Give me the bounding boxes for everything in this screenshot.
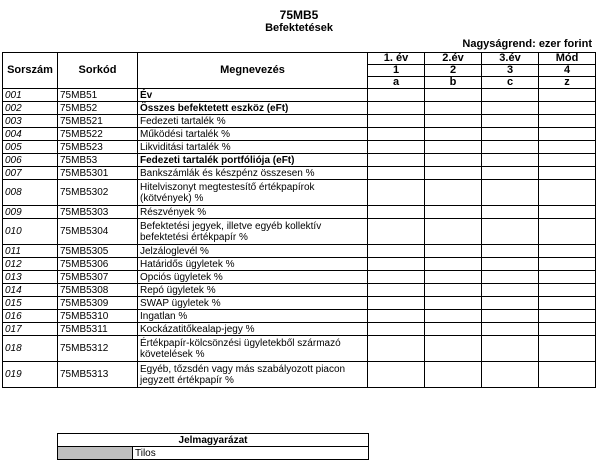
legend-swatch-tilos [58, 447, 133, 460]
value-cell-col-4[interactable] [539, 167, 596, 180]
row-name: Befektetési jegyek, illetve egyéb kollektív befektetési értékpapír % [138, 219, 368, 245]
value-cell-col-3[interactable] [482, 362, 539, 388]
form-code-title: 75MB5 [279, 8, 319, 22]
row-number: 006 [3, 154, 58, 167]
table-row [3, 284, 596, 297]
row-code: 75MB5303 [58, 206, 138, 219]
value-cell-col-1[interactable] [368, 271, 425, 284]
table-row [3, 336, 596, 362]
value-cell-col-1[interactable] [368, 141, 425, 154]
row-code: 75MB523 [58, 141, 138, 154]
header-col-1-label: 1. év [368, 53, 425, 65]
row-name: Értékpapír-kölcsönzési ügyletekből származó követelések % [138, 336, 368, 362]
row-number: 004 [3, 128, 58, 141]
value-cell-col-4[interactable] [539, 323, 596, 336]
value-cell-col-4[interactable] [539, 102, 596, 115]
value-cell-col-3[interactable] [482, 258, 539, 271]
table-row [3, 219, 596, 245]
row-code: 75MB521 [58, 115, 138, 128]
value-cell-col-2[interactable] [425, 167, 482, 180]
investments-table [2, 52, 596, 388]
value-cell-col-3[interactable] [482, 115, 539, 128]
header-col-3-num: 3 [482, 65, 539, 77]
row-number: 001 [3, 89, 58, 102]
value-cell-col-1[interactable] [368, 115, 425, 128]
row-code: 75MB5312 [58, 336, 138, 362]
header-col-1-letter: a [368, 77, 425, 89]
value-cell-col-3[interactable] [482, 154, 539, 167]
value-cell-col-4[interactable] [539, 258, 596, 271]
row-name: Egyéb, tőzsdén vagy más szabályozott piacon jegyzett értékpapír % [138, 362, 368, 388]
header-col-4-num: 4 [539, 65, 596, 77]
value-cell-col-2[interactable] [425, 284, 482, 297]
table-row [3, 323, 596, 336]
row-code: 75MB522 [58, 128, 138, 141]
row-code: 75MB5304 [58, 219, 138, 245]
value-cell-col-4[interactable] [539, 297, 596, 310]
row-number: 019 [3, 362, 58, 388]
value-cell-col-2[interactable] [425, 115, 482, 128]
row-name: Likviditási tartalék % [138, 141, 368, 154]
value-cell-col-2[interactable] [425, 206, 482, 219]
table-row [3, 310, 596, 323]
form-subtitle: Befektetések [265, 22, 333, 34]
value-cell-col-1[interactable] [368, 258, 425, 271]
value-cell-col-3[interactable] [482, 219, 539, 245]
value-cell-col-2[interactable] [425, 271, 482, 284]
row-code: 75MB53 [58, 154, 138, 167]
row-code: 75MB5302 [58, 180, 138, 206]
table-row [3, 115, 596, 128]
value-cell-col-4[interactable] [539, 128, 596, 141]
row-number: 016 [3, 310, 58, 323]
value-cell-col-3[interactable] [482, 89, 539, 102]
value-cell-col-3[interactable] [482, 310, 539, 323]
table-row [3, 362, 596, 388]
value-cell-col-4[interactable] [539, 245, 596, 258]
value-cell-col-4[interactable] [539, 206, 596, 219]
value-cell-col-1[interactable] [368, 154, 425, 167]
value-cell-col-1[interactable] [368, 336, 425, 362]
row-name: SWAP ügyletek % [138, 297, 368, 310]
table-row [3, 297, 596, 310]
value-cell-col-1[interactable] [368, 362, 425, 388]
value-cell-col-2[interactable] [425, 219, 482, 245]
value-cell-col-4[interactable] [539, 284, 596, 297]
value-cell-col-4[interactable] [539, 115, 596, 128]
table-row [3, 245, 596, 258]
value-cell-col-1[interactable] [368, 167, 425, 180]
row-number: 011 [3, 245, 58, 258]
value-cell-col-3[interactable] [482, 297, 539, 310]
row-code: 75MB5301 [58, 167, 138, 180]
legend-label-tilos: Tilos [133, 447, 369, 460]
header-col-2-label: 2.év [425, 53, 482, 65]
row-number: 013 [3, 271, 58, 284]
value-cell-col-2[interactable] [425, 154, 482, 167]
row-number: 008 [3, 180, 58, 206]
row-number: 002 [3, 102, 58, 115]
row-code: 75MB5307 [58, 271, 138, 284]
value-cell-col-1[interactable] [368, 323, 425, 336]
value-cell-col-4[interactable] [539, 141, 596, 154]
row-code: 75MB5308 [58, 284, 138, 297]
table-body [3, 89, 596, 388]
value-cell-col-2[interactable] [425, 310, 482, 323]
row-code: 75MB5305 [58, 245, 138, 258]
row-number: 003 [3, 115, 58, 128]
row-name: Részvények % [138, 206, 368, 219]
row-code: 75MB5310 [58, 310, 138, 323]
row-name: Év [138, 89, 368, 102]
value-cell-col-3[interactable] [482, 167, 539, 180]
value-cell-col-1[interactable] [368, 128, 425, 141]
value-cell-col-2[interactable] [425, 180, 482, 206]
legend [57, 433, 369, 460]
table-row [3, 167, 596, 180]
value-cell-col-1[interactable] [368, 206, 425, 219]
value-cell-col-1[interactable] [368, 297, 425, 310]
value-cell-col-3[interactable] [482, 271, 539, 284]
value-cell-col-3[interactable] [482, 323, 539, 336]
row-number: 009 [3, 206, 58, 219]
unit-label: Nagyságrend: ezer forint [462, 38, 592, 50]
row-number: 007 [3, 167, 58, 180]
row-number: 015 [3, 297, 58, 310]
value-cell-col-3[interactable] [482, 141, 539, 154]
row-name: Működési tartalék % [138, 128, 368, 141]
value-cell-col-1[interactable] [368, 245, 425, 258]
value-cell-col-2[interactable] [425, 336, 482, 362]
row-number: 014 [3, 284, 58, 297]
value-cell-col-4[interactable] [539, 271, 596, 284]
value-cell-col-3[interactable] [482, 336, 539, 362]
value-cell-col-1[interactable] [368, 89, 425, 102]
value-cell-col-3[interactable] [482, 128, 539, 141]
value-cell-col-1[interactable] [368, 219, 425, 245]
value-cell-col-3[interactable] [482, 102, 539, 115]
value-cell-col-4[interactable] [539, 180, 596, 206]
value-cell-col-2[interactable] [425, 102, 482, 115]
table-row [3, 89, 596, 102]
row-code: 75MB52 [58, 102, 138, 115]
value-cell-col-4[interactable] [539, 154, 596, 167]
value-cell-col-3[interactable] [482, 180, 539, 206]
header-col-3-letter: c [482, 77, 539, 89]
value-cell-col-4[interactable] [539, 89, 596, 102]
row-code: 75MB51 [58, 89, 138, 102]
row-name: Hitelviszonyt megtestesítő értékpapírok (kötvények) % [138, 180, 368, 206]
value-cell-col-4[interactable] [539, 362, 596, 388]
row-name: Összes befektetett eszköz (eFt) [138, 102, 368, 115]
value-cell-col-2[interactable] [425, 258, 482, 271]
row-code: 75MB5311 [58, 323, 138, 336]
value-cell-col-2[interactable] [425, 128, 482, 141]
row-number: 017 [3, 323, 58, 336]
table-row [3, 271, 596, 284]
value-cell-col-2[interactable] [425, 245, 482, 258]
row-number: 005 [3, 141, 58, 154]
header-sorszam: Sorszám [3, 53, 58, 89]
value-cell-col-3[interactable] [482, 206, 539, 219]
row-name: Fedezeti tartalék % [138, 115, 368, 128]
header-col-4-label: Mód [539, 53, 596, 65]
row-number: 012 [3, 258, 58, 271]
row-name: Ingatlan % [138, 310, 368, 323]
value-cell-col-1[interactable] [368, 284, 425, 297]
value-cell-col-2[interactable] [425, 89, 482, 102]
row-name: Repó ügyletek % [138, 284, 368, 297]
header-sorkod: Sorkód [58, 53, 138, 89]
value-cell-col-1[interactable] [368, 310, 425, 323]
table-row [3, 180, 596, 206]
table-row [3, 102, 596, 115]
row-name: Fedezeti tartalék portfóliója (eFt) [138, 154, 368, 167]
table-row [3, 128, 596, 141]
row-name: Kockázatitőkealap-jegy % [138, 323, 368, 336]
value-cell-col-2[interactable] [425, 297, 482, 310]
row-name: Határidős ügyletek % [138, 258, 368, 271]
header-col-3-label: 3.év [482, 53, 539, 65]
row-number: 018 [3, 336, 58, 362]
table-row [3, 258, 596, 271]
row-number: 010 [3, 219, 58, 245]
row-name: Jelzáloglevél % [138, 245, 368, 258]
table-row [3, 206, 596, 219]
value-cell-col-1[interactable] [368, 180, 425, 206]
value-cell-col-2[interactable] [425, 323, 482, 336]
row-code: 75MB5306 [58, 258, 138, 271]
header-megnevezes: Megnevezés [138, 53, 368, 89]
value-cell-col-4[interactable] [539, 336, 596, 362]
value-cell-col-1[interactable] [368, 102, 425, 115]
header-col-1-num: 1 [368, 65, 425, 77]
value-cell-col-3[interactable] [482, 284, 539, 297]
value-cell-col-3[interactable] [482, 245, 539, 258]
header-col-2-num: 2 [425, 65, 482, 77]
table-row [3, 154, 596, 167]
row-name: Bankszámlák és készpénz összesen % [138, 167, 368, 180]
value-cell-col-2[interactable] [425, 141, 482, 154]
row-code: 75MB5309 [58, 297, 138, 310]
header-col-2-letter: b [425, 77, 482, 89]
value-cell-col-2[interactable] [425, 362, 482, 388]
row-code: 75MB5313 [58, 362, 138, 388]
legend-title: Jelmagyarázat [58, 434, 369, 447]
row-name: Opciós ügyletek % [138, 271, 368, 284]
value-cell-col-4[interactable] [539, 310, 596, 323]
header-col-4-letter: z [539, 77, 596, 89]
table-row [3, 141, 596, 154]
value-cell-col-4[interactable] [539, 219, 596, 245]
